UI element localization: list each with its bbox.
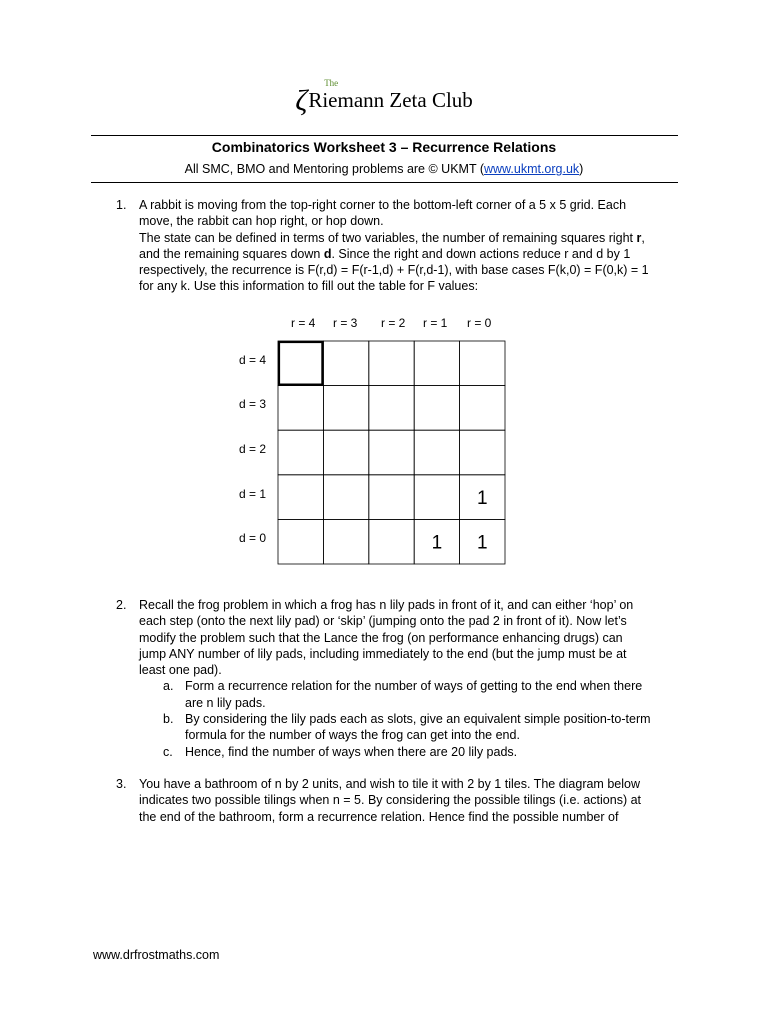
table-cell <box>323 341 368 386</box>
bold-variable-r: r <box>636 230 642 245</box>
table-cell <box>414 341 459 386</box>
question-line: You have a bathroom of n by 2 units, and wish to tile it with 2 by 1 tiles. The diagram below <box>139 777 640 791</box>
text-run: , <box>641 230 645 245</box>
table-cell <box>460 430 505 475</box>
cell-value: 1 <box>477 488 488 510</box>
cell-value: 1 <box>431 532 443 554</box>
sub-line: Hence, find the number of ways when there are 20 lily pads. <box>185 744 518 759</box>
question-line: modify the problem such that the Lance the frog (on performance enhancing drugs) can <box>139 630 623 645</box>
row-header: d = 2 <box>239 442 267 456</box>
row-header: d = 3 <box>239 397 267 411</box>
sub-letter: c. <box>163 744 173 759</box>
question-line: respectively, the recurrence is F(r,d) = F(r-1,d) + F(r,d-1), with base cases F(k,0) = F(0,k) = 1 <box>139 263 649 278</box>
bold-variable-d: d <box>323 246 332 261</box>
question-line: least one pad). <box>139 663 222 678</box>
table-cell <box>369 341 414 386</box>
question-line: Recall the frog problem in which a frog has n lily pads in front of it, and can either ‘hop’ on <box>139 598 634 612</box>
sub-letter: b. <box>163 712 174 727</box>
logo-name: Riemann Zeta Club <box>308 88 473 112</box>
question-line: A rabbit is moving from the top-right corner to the bottom-left corner of a 5 x 5 grid. Each <box>139 198 627 212</box>
sub-line: formula for the number of ways the frog can get into the end. <box>185 728 520 743</box>
cell-value: 1 <box>477 532 488 554</box>
sub-letter: a. <box>163 679 174 694</box>
col-header: r = 2 <box>381 316 406 330</box>
table-cell <box>460 341 505 386</box>
logo-the: The <box>324 78 339 88</box>
row-header: d = 4 <box>239 353 267 367</box>
table-cell <box>369 475 414 520</box>
table-cell <box>278 430 323 475</box>
text-run: and the remaining squares down <box>139 246 324 261</box>
copyright-text: All SMC, BMO and Mentoring problems are © UKMT ( <box>184 162 484 176</box>
copyright-close: ) <box>579 162 584 176</box>
question-line: move, the rabbit can hop right, or hop down. <box>139 214 384 229</box>
table-cell <box>414 430 459 475</box>
question-line: each step (onto the next lily pad) or ‘skip’ (jumping onto the pad 2 in front of it). Now let’s <box>139 614 627 629</box>
question-number: 3. <box>116 777 127 791</box>
question-number: 2. <box>116 598 127 612</box>
table-cell <box>323 475 368 520</box>
sub-line: Form a recurrence relation for the number of ways of getting to the end when there <box>185 679 643 694</box>
text-run: . Since the right and down actions reduce r and d by 1 <box>331 246 631 261</box>
row-header: d = 1 <box>239 487 267 501</box>
col-header: r = 0 <box>467 316 492 330</box>
question-line: for any k. Use this information to fill out the table for F values: <box>139 279 479 294</box>
table-cell <box>323 519 368 564</box>
question-body <box>139 597 679 760</box>
sub-question-a <box>139 678 679 711</box>
sub-line: By considering the lily pads each as slots, give an equivalent simple position-to-term <box>185 712 651 727</box>
table-cell <box>414 386 459 431</box>
col-header: r = 1 <box>423 316 448 330</box>
table-cell <box>323 386 368 431</box>
footer-site: www.drfrostmaths.com <box>93 948 220 962</box>
table-cell <box>369 386 414 431</box>
table-cell <box>369 519 414 564</box>
col-header: r = 4 <box>291 316 316 330</box>
sub-line: are n lily pads. <box>185 695 266 710</box>
table-cell <box>278 386 323 431</box>
question-line: jump ANY number of lily pads, including immediately to the end (but the jump must be at <box>139 646 627 661</box>
table-cell <box>414 475 459 520</box>
sub-question-b <box>139 711 679 744</box>
row-header: d = 0 <box>239 531 267 545</box>
question-line: indicates two possible tilings when n = 5. By considering the possible tilings (i.e. actions) at <box>139 793 642 808</box>
table-cell <box>278 475 323 520</box>
table-cell <box>278 519 323 564</box>
question-body <box>139 776 679 825</box>
table-cell <box>278 341 323 386</box>
table-cell <box>460 386 505 431</box>
text-run: The state can be defined in terms of two variables, the number of remaining squares right <box>139 230 637 245</box>
col-header: r = 3 <box>333 316 358 330</box>
worksheet-title: Combinatorics Worksheet 3 – Recurrence Relations <box>211 139 557 155</box>
table-cell <box>323 430 368 475</box>
question-number: 1. <box>116 198 127 212</box>
question-line: the end of the bathroom, form a recurrence relation. Hence find the possible number of <box>139 809 619 824</box>
table-cell <box>369 430 414 475</box>
sub-question-c <box>139 744 679 760</box>
highlighted-start-cell <box>279 342 322 385</box>
ukmt-link[interactable]: www.ukmt.org.uk <box>484 162 580 176</box>
logo-zeta-symbol: ζ <box>295 84 308 117</box>
